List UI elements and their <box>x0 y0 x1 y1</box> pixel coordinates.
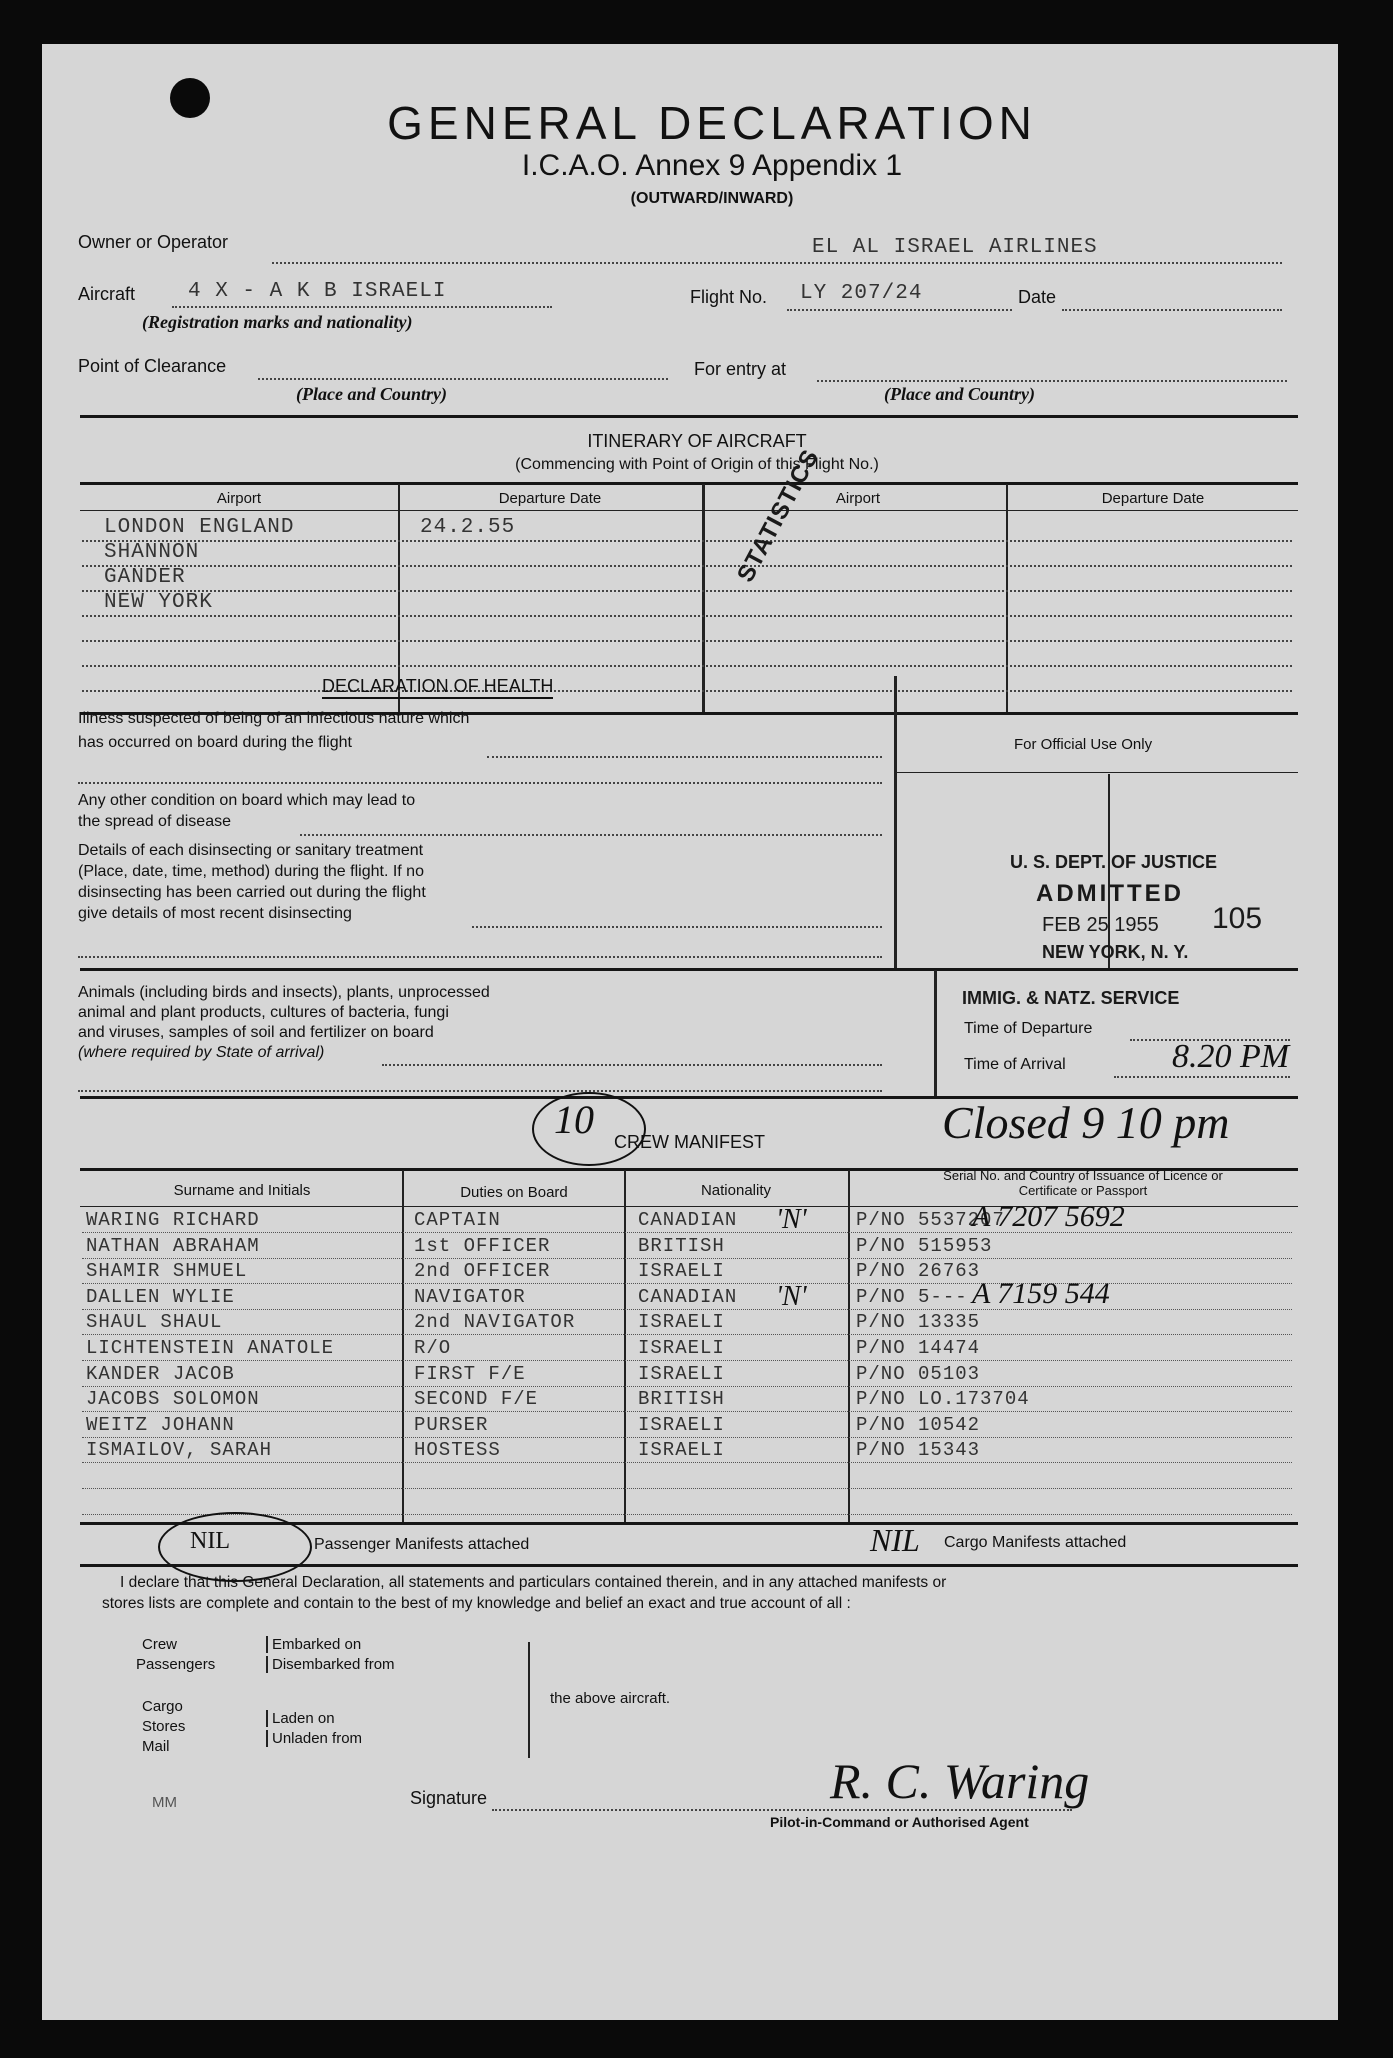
divider <box>82 665 1292 667</box>
passengers-word: Passengers <box>136 1656 216 1673</box>
crew-passport: P/NO 13335 <box>856 1311 981 1333</box>
stamp-number: 105 <box>1212 902 1263 935</box>
divider <box>82 640 1292 642</box>
owner-label: Owner or Operator <box>78 232 229 252</box>
divider <box>82 540 1292 542</box>
itinerary-airport-4: NEW YORK <box>104 591 213 614</box>
owner-value: EL AL ISRAEL AIRLINES <box>812 236 1098 259</box>
crew-passport: P/NO 15343 <box>856 1439 981 1461</box>
itinerary-header-airport-2: Airport <box>835 490 881 507</box>
signature-label: Signature <box>410 1788 488 1808</box>
itinerary-title: ITINERARY OF AIRCRAFT <box>587 431 807 451</box>
animals-line4: (where required by State of arrival) <box>78 1044 325 1061</box>
unladen-word: Unladen from <box>266 1730 362 1747</box>
crew-hand-number: A 7159 544 <box>972 1277 1110 1310</box>
crew-name: KANDER JACOB <box>86 1363 235 1385</box>
form-title: GENERAL DECLARATION <box>387 97 1037 149</box>
divider <box>1006 484 1008 714</box>
divider <box>934 970 937 1096</box>
flight-line <box>787 309 1012 311</box>
health-q3-line1: Details of each disinsecting or sanitary treatment <box>78 842 424 859</box>
crew-header-duty: Duties on Board <box>460 1184 568 1201</box>
divider <box>82 615 1292 617</box>
health-q1-line1: Illness suspected of being of an infectious nature which <box>78 710 470 727</box>
crew-nationality: ISRAELI <box>638 1337 725 1359</box>
divider <box>848 1170 850 1522</box>
entry-label: For entry at <box>694 359 787 379</box>
health-q3-line2: (Place, date, time, method) during the flight. If no <box>78 863 424 880</box>
entry-line <box>817 380 1287 382</box>
crew-passport: P/NO 5537207 <box>856 1209 1005 1231</box>
crew-nationality: ISRAELI <box>638 1439 725 1461</box>
stamp-admitted: ADMITTED <box>1036 880 1184 907</box>
crew-name: WARING RICHARD <box>86 1209 260 1231</box>
signature-value: R. C. Waring <box>830 1753 1090 1809</box>
embarked-word: Embarked on <box>266 1636 361 1653</box>
stamp-location: NEW YORK, N. Y. <box>1042 942 1189 962</box>
stamp-date: FEB 25 1955 <box>1042 914 1159 936</box>
stamp-dept-justice: U. S. DEPT. OF JUSTICE <box>1010 852 1218 872</box>
divider <box>894 676 897 968</box>
mail-word: Mail <box>142 1738 170 1755</box>
divider <box>382 1064 882 1066</box>
crew-duty: HOSTESS <box>414 1439 501 1461</box>
crew-header-passport: Serial No. and Country of Issuance of Licence or Certificate or Passport <box>943 1168 1223 1198</box>
divider <box>528 1642 530 1758</box>
itinerary-subtitle: (Commencing with Point of Origin of this Flight No.) <box>515 456 879 473</box>
crew-duty: NAVIGATOR <box>414 1286 526 1308</box>
passenger-nil-circle <box>158 1512 312 1582</box>
divider <box>1114 1076 1290 1078</box>
date-label: Date <box>1018 287 1057 307</box>
crew-word: Crew <box>142 1636 178 1653</box>
entry-caption: (Place and Country) <box>884 384 1035 404</box>
crew-name: ISMAILOV, SARAH <box>86 1439 273 1461</box>
crew-passport: P/NO 5--- <box>856 1286 968 1308</box>
statistics-stamp: STATISTICS <box>732 444 825 587</box>
crew-nationality: ISRAELI <box>638 1311 725 1333</box>
clearance-label: Point of Clearance <box>78 356 227 376</box>
divider <box>702 484 705 714</box>
disembarked-word: Disembarked from <box>266 1656 395 1673</box>
clearance-line <box>258 378 668 380</box>
form-subtitle: I.C.A.O. Annex 9 Appendix 1 <box>521 149 903 182</box>
crew-duty: 2nd NAVIGATOR <box>414 1311 576 1333</box>
divider <box>82 590 1292 592</box>
row-line <box>82 1258 1292 1259</box>
crew-header-name: Surname and Initials <box>173 1182 311 1199</box>
declaration-line1: I declare that this General Declaration, all statements and particulars contained therein, and in any attached manifests or <box>120 1574 947 1591</box>
crew-nationality: CANADIAN <box>638 1286 738 1308</box>
official-use-label: For Official Use Only <box>1014 736 1153 753</box>
crew-nationality: BRITISH <box>638 1235 725 1257</box>
divider <box>82 565 1292 567</box>
row-line <box>82 1360 1292 1361</box>
stores-word: Stores <box>142 1718 186 1735</box>
divider <box>80 968 1298 971</box>
itinerary-header-airport-1: Airport <box>216 490 262 507</box>
date-line <box>1062 309 1282 311</box>
owner-line <box>272 262 1282 264</box>
flight-label: Flight No. <box>690 287 768 307</box>
divider <box>624 1170 626 1522</box>
cargo-manifest-value: NIL <box>870 1522 920 1558</box>
crew-name: SHAUL SHAUL <box>86 1311 223 1333</box>
crew-name: DALLEN WYLIE <box>86 1286 235 1308</box>
divider <box>78 956 882 958</box>
divider <box>402 1170 404 1522</box>
passenger-manifest-label: Passenger Manifests attached <box>314 1536 530 1553</box>
passenger-manifest-value: NIL <box>190 1528 230 1554</box>
divider <box>80 415 1298 418</box>
health-q2-line2: the spread of disease <box>78 813 231 830</box>
row-line <box>82 1462 1292 1463</box>
divider <box>894 772 1298 773</box>
cargo-manifest-label: Cargo Manifests attached <box>944 1534 1127 1551</box>
cargo-word: Cargo <box>142 1698 183 1715</box>
signature-caption: Pilot-in-Command or Authorised Agent <box>770 1814 1029 1830</box>
health-q3-line3: disinsecting has been carried out during the flight <box>78 884 426 901</box>
crew-nationality: ISRAELI <box>638 1414 725 1436</box>
crew-passport: P/NO 14474 <box>856 1337 981 1359</box>
crew-duty: FIRST F/E <box>414 1363 526 1385</box>
divider <box>78 782 882 784</box>
declaration-line2: stores lists are complete and contain to the best of my knowledge and belief an exact and true account of all : <box>102 1595 851 1612</box>
health-q3-line4: give details of most recent disinsecting <box>78 905 352 922</box>
crew-header-nationality: Nationality <box>700 1182 772 1199</box>
crew-passport: P/NO 10542 <box>856 1414 981 1436</box>
divider <box>80 482 1298 485</box>
crew-passport: P/NO LO.173704 <box>856 1388 1030 1410</box>
animals-line3: and viruses, samples of soil and fertilizer on board <box>78 1024 434 1041</box>
crew-name: LICHTENSTEIN ANATOLE <box>86 1337 335 1359</box>
aircraft-label: Aircraft <box>78 284 136 304</box>
crew-nationality: ISRAELI <box>638 1260 725 1282</box>
crew-mark: 'N' <box>776 1204 807 1235</box>
row-line <box>82 1309 1292 1310</box>
crew-manifest-title: CREW MANIFEST <box>614 1132 765 1152</box>
row-line <box>82 1488 1292 1489</box>
crew-nationality: CANADIAN <box>638 1209 738 1231</box>
crew-duty: SECOND F/E <box>414 1388 539 1410</box>
row-line <box>82 1437 1292 1438</box>
crew-duty: 1st OFFICER <box>414 1235 551 1257</box>
arrival-time-label: Time of Arrival <box>964 1056 1066 1073</box>
itinerary-header-date-2: Departure Date <box>1101 490 1205 507</box>
crew-duty: R/O <box>414 1337 452 1359</box>
punch-hole <box>170 78 210 118</box>
crew-duty: 2nd OFFICER <box>414 1260 551 1282</box>
crew-name: NATHAN ABRAHAM <box>86 1235 260 1257</box>
divider <box>487 756 882 758</box>
form-direction: (OUTWARD/INWARD) <box>630 190 794 207</box>
clearance-caption: (Place and Country) <box>296 384 447 404</box>
divider <box>472 926 882 928</box>
crew-name: WEITZ JOHANN <box>86 1414 235 1436</box>
crew-name: JACOBS SOLOMON <box>86 1388 260 1410</box>
divider <box>80 1564 1298 1567</box>
row-line <box>82 1411 1292 1412</box>
closed-note: Closed 9 10 pm <box>942 1097 1230 1148</box>
crew-passport: P/NO 26763 <box>856 1260 981 1282</box>
aircraft-line <box>172 306 552 308</box>
crew-passport: P/NO 05103 <box>856 1363 981 1385</box>
divider <box>80 510 1298 511</box>
row-line <box>82 1386 1292 1387</box>
health-q1-line2: has occurred on board during the flight <box>78 734 352 751</box>
arrival-time-value: 8.20 PM <box>1172 1038 1290 1075</box>
itinerary-header-date-1: Departure Date <box>498 490 602 507</box>
row-line <box>82 1334 1292 1335</box>
crew-nationality: BRITISH <box>638 1388 725 1410</box>
itinerary-airport-1: LONDON ENGLAND <box>104 516 295 539</box>
declaration-form <box>42 44 1338 2020</box>
flight-value: LY 207/24 <box>800 282 923 305</box>
divider <box>300 834 882 836</box>
stamp-service: IMMIG. & NATZ. SERVICE <box>962 988 1180 1008</box>
crew-duty: PURSER <box>414 1414 489 1436</box>
row-line <box>82 1232 1292 1233</box>
animals-line2: animal and plant products, cultures of bacteria, fungi <box>78 1004 449 1021</box>
aircraft-value: 4 X - A K B ISRAELI <box>188 280 447 303</box>
health-title-visible: DECLARATION OF HEALTH <box>322 676 553 699</box>
crew-passport: P/NO 515953 <box>856 1235 993 1257</box>
laden-word: Laden on <box>266 1710 335 1727</box>
divider <box>78 1090 882 1092</box>
aircraft-caption: (Registration marks and nationality) <box>142 312 413 332</box>
above-aircraft: the above aircraft. <box>550 1690 671 1707</box>
crew-name: SHAMIR SHMUEL <box>86 1260 248 1282</box>
row-line <box>82 1283 1292 1284</box>
crew-count: 10 <box>554 1097 594 1142</box>
crew-hand-number: A 7207 5692 <box>972 1200 1125 1233</box>
itinerary-departure-date: 24.2.55 <box>420 516 516 539</box>
animals-line1: Animals (including birds and insects), plants, unprocessed <box>78 984 490 1001</box>
crew-mark: 'N' <box>776 1281 807 1312</box>
itinerary-airport-2: SHANNON <box>104 541 200 564</box>
departure-time-label: Time of Departure <box>964 1020 1093 1037</box>
crew-duty: CAPTAIN <box>414 1209 501 1231</box>
itinerary-airport-3: GANDER <box>104 566 186 589</box>
health-q2-line1: Any other condition on board which may lead to <box>78 792 416 809</box>
crew-nationality: ISRAELI <box>638 1363 725 1385</box>
divider <box>82 690 1292 692</box>
declaration-initials: MM <box>152 1794 177 1811</box>
